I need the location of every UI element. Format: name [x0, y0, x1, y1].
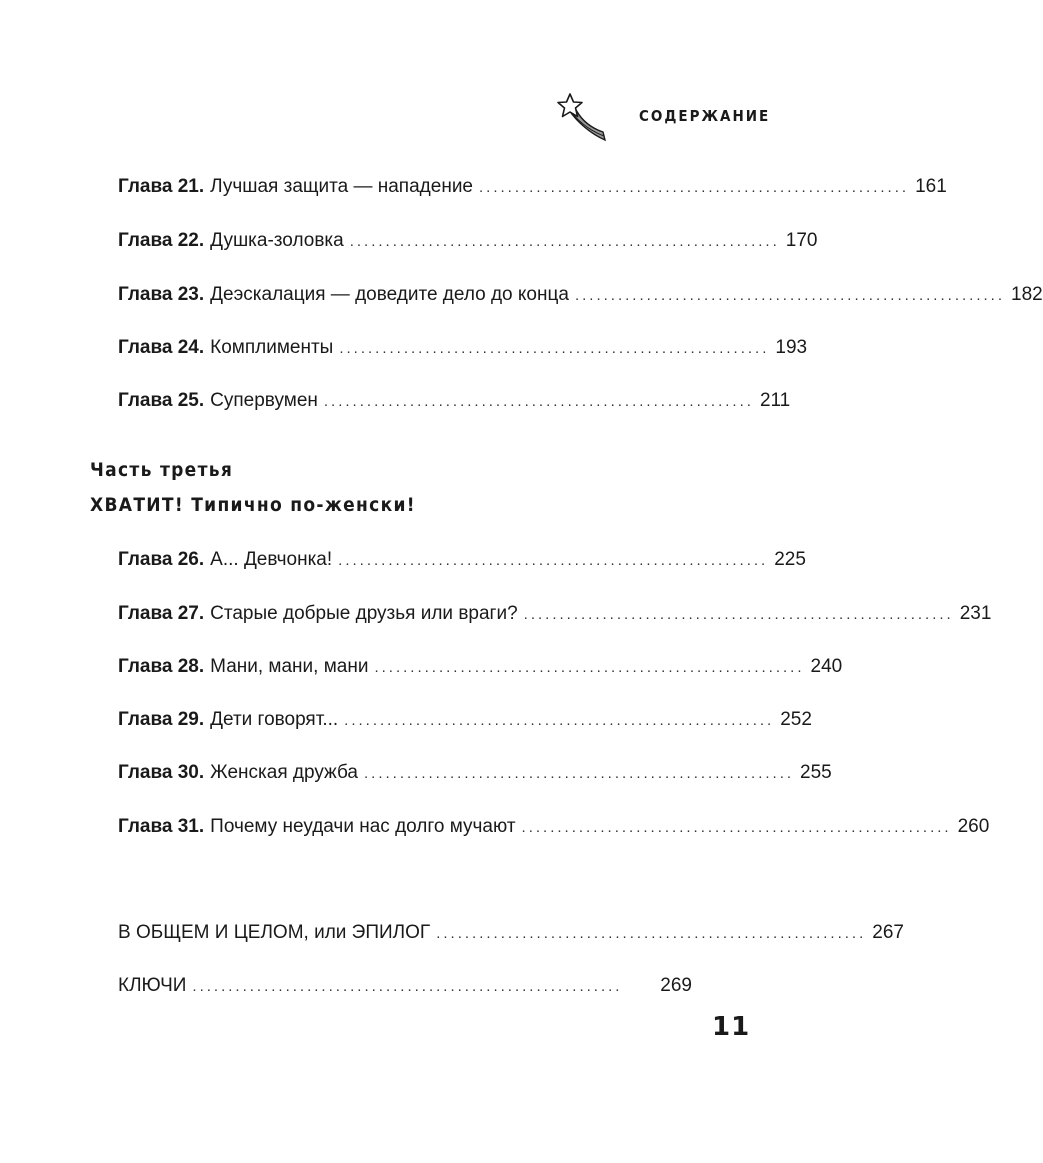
leader-dots: ............................................................: [338, 552, 769, 569]
toc-entry[interactable]: [118, 230, 818, 256]
leader-dots: ............................................................: [436, 925, 867, 942]
leader-dots: ............................................................: [192, 978, 623, 995]
chapter-label: Глава 30.: [118, 762, 205, 783]
chapter-label: Глава 28.: [118, 656, 205, 677]
entry-title: В ОБЩЕМ И ЦЕЛОМ, или ЭПИЛОГ: [118, 922, 431, 943]
page-ref: 225: [774, 549, 806, 570]
chapter-title: А... Девчонка!: [210, 549, 333, 570]
section-title: СОДЕРЖАНИЕ: [639, 107, 771, 125]
chapter-label: Глава 27.: [118, 603, 205, 624]
chapter-label: Глава 31.: [118, 816, 205, 837]
page-number: 11: [712, 1012, 751, 1042]
chapter-title: Женская дружба: [210, 762, 358, 783]
toc-entry-keys[interactable]: [118, 975, 692, 1001]
chapter-title: Деэскалация — доведите дело до конца: [210, 284, 569, 305]
chapter-label: Глава 21.: [118, 176, 205, 197]
leader-dots: ............................................................: [574, 287, 1005, 304]
chapter-title: Лучшая защита — нападение: [210, 176, 473, 197]
leader-dots: ............................................................: [523, 606, 954, 623]
part-title: ХВАТИТ! Типично по-женски!: [90, 494, 416, 516]
toc-entry[interactable]: [118, 176, 947, 202]
chapter-label: Глава 22.: [118, 230, 205, 251]
leader-dots: ............................................................: [323, 393, 754, 410]
leader-dots: ............................................................: [363, 765, 795, 782]
leader-dots: ............................................................: [339, 340, 770, 357]
chapter-title: Супервумен: [210, 390, 318, 411]
chapter-title: Старые добрые друзья или враги?: [210, 603, 518, 624]
leader-dots: ............................................................: [479, 179, 910, 196]
page-ref: 267: [872, 922, 904, 943]
toc-entry[interactable]: [118, 390, 791, 416]
toc-entry[interactable]: [118, 709, 812, 735]
toc-entry-epilogue[interactable]: [118, 922, 904, 948]
toc-entry[interactable]: [118, 337, 808, 363]
toc-entry[interactable]: [118, 603, 992, 629]
leader-dots: ............................................................: [349, 233, 780, 250]
chapter-title: Мани, мани, мани: [210, 656, 369, 677]
entry-title: КЛЮЧИ: [118, 975, 187, 996]
chapter-label: Глава 25.: [118, 390, 205, 411]
toc-entry[interactable]: [118, 549, 806, 575]
chapter-label: Глава 26.: [118, 549, 205, 570]
page-ref: 231: [959, 603, 992, 624]
toc-entry[interactable]: [118, 816, 990, 842]
page-header: [555, 92, 771, 146]
page-ref: 170: [785, 230, 818, 251]
page-ref: 260: [957, 816, 990, 837]
page-ref: 269: [660, 975, 692, 996]
chapter-label: Глава 24.: [118, 337, 205, 358]
page-ref: 161: [915, 176, 947, 197]
page-ref: 193: [775, 337, 808, 358]
chapter-title: Душка-золовка: [210, 230, 344, 251]
page-ref: 211: [759, 390, 791, 411]
leader-dots: ............................................................: [344, 712, 775, 729]
leader-dots: ............................................................: [374, 659, 805, 676]
shooting-star-icon: [555, 92, 625, 146]
leader-dots: ............................................................: [521, 819, 952, 836]
page-ref: 255: [800, 762, 832, 783]
toc-entry[interactable]: [118, 284, 1043, 310]
chapter-title: Почему неудачи нас долго мучают: [210, 816, 516, 837]
chapter-title: Дети говорят...: [210, 709, 339, 730]
toc-entry[interactable]: [118, 656, 843, 682]
toc-entry[interactable]: [118, 762, 832, 788]
page-ref: 240: [810, 656, 843, 677]
part-label: Часть третья: [90, 459, 234, 481]
chapter-label: Глава 23.: [118, 284, 205, 305]
page-ref: 252: [780, 709, 812, 730]
page-ref: 182: [1011, 284, 1043, 305]
chapter-label: Глава 29.: [118, 709, 205, 730]
chapter-title: Комплименты: [210, 337, 334, 358]
